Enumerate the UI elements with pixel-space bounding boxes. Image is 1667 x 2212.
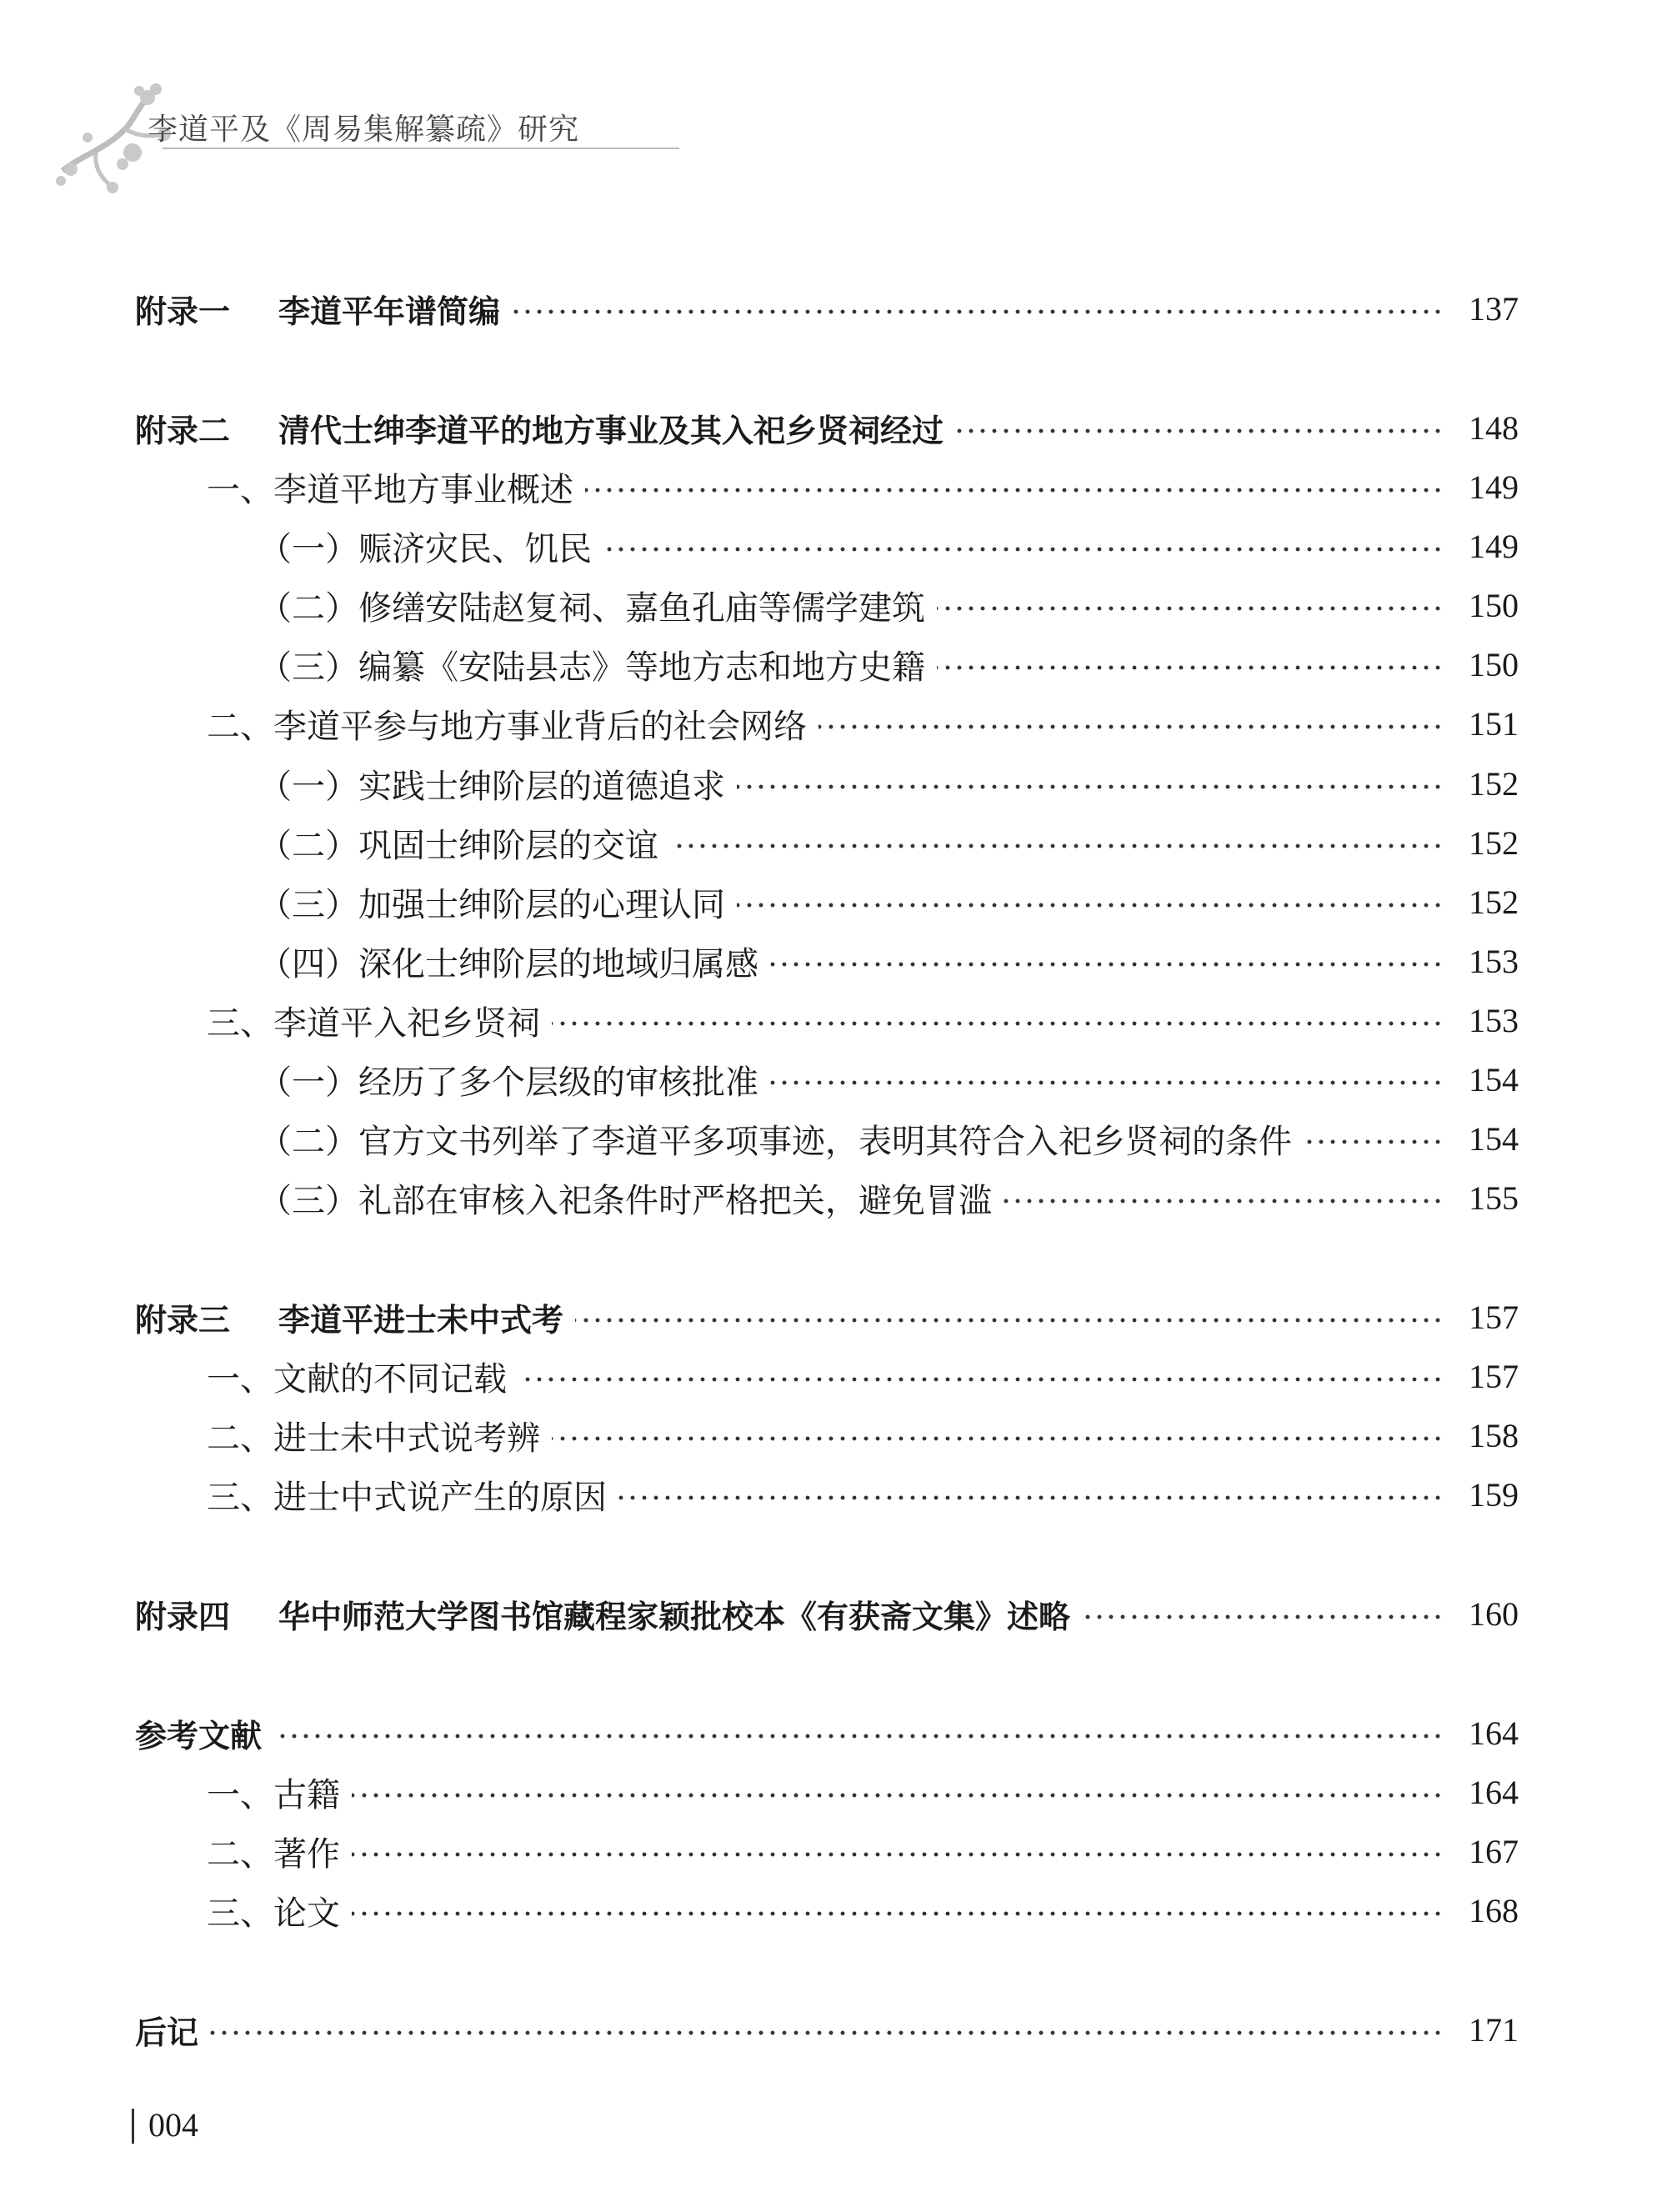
- toc-entry-title: [135, 2007, 210, 2053]
- toc-dot-leader: [770, 962, 1444, 967]
- toc-dot-leader: [1304, 1139, 1444, 1144]
- toc-page-number: 167: [1469, 1832, 1519, 1870]
- toc-entry-title: [258, 1174, 1004, 1222]
- toc-page-number: 168: [1469, 1891, 1519, 1929]
- toc-entry: [135, 283, 1519, 333]
- toc-entry-title: [207, 700, 818, 748]
- running-header: [46, 71, 646, 163]
- toc-dot-leader: [737, 903, 1444, 908]
- toc-entry-title: [135, 405, 955, 451]
- toc-entry-text: 二、李道平参与地方事业背后的社会网络: [207, 707, 807, 746]
- toc-dot-leader: [937, 665, 1444, 670]
- toc-entry: [135, 580, 1519, 630]
- toc-entry-title: [207, 997, 552, 1044]
- toc-dot-leader: [603, 547, 1444, 552]
- toc-appendix-label: 附录三: [135, 1301, 231, 1339]
- toc-page-number: 160: [1469, 1594, 1519, 1633]
- toc-dot-leader: [210, 2030, 1444, 2035]
- toc-entry: [135, 1589, 1519, 1639]
- toc-entry-title: [207, 1769, 352, 1816]
- toc-entry-title: [207, 463, 585, 511]
- toc-page-number: 164: [1469, 1714, 1519, 1752]
- toc-entry-text: 一、古籍: [207, 1775, 340, 1814]
- toc-entry: [135, 403, 1519, 453]
- toc-appendix-label: 附录一: [135, 293, 231, 330]
- toc-entry-text: 三、李道平入祀乡贤祠: [207, 1003, 540, 1043]
- toc-entry-text: （四）深化士绅阶层的地域归属感: [258, 944, 758, 983]
- toc-entry-text: （二）修缮安陆赵复祠、嘉鱼孔庙等儒学建筑: [258, 588, 925, 628]
- toc-entry-text: （二）巩固士绅阶层的交谊: [258, 826, 658, 865]
- toc-page-number: 137: [1469, 289, 1519, 328]
- header-title: 李道平及《周易集解纂疏》研究: [148, 113, 580, 147]
- toc-entry-title: [207, 1471, 618, 1519]
- toc-dot-leader: [352, 1793, 1444, 1798]
- toc-entry-title: [135, 1710, 273, 1756]
- toc-entry: [135, 521, 1519, 571]
- toc-entry: [135, 936, 1519, 986]
- toc-dot-leader: [352, 1911, 1444, 1916]
- toc-entry: [135, 1410, 1519, 1460]
- toc-page-number: 151: [1469, 704, 1519, 743]
- toc-dot-leader: [585, 488, 1444, 493]
- toc-dot-leader: [1004, 1199, 1444, 1204]
- toc-page-number: 157: [1469, 1357, 1519, 1395]
- toc-page-number: 152: [1469, 883, 1519, 921]
- toc-entry-text: 参考文献: [135, 1717, 263, 1754]
- toc-page-number: 159: [1469, 1475, 1519, 1514]
- toc-page-number: 155: [1469, 1179, 1519, 1217]
- toc-entry-text: （一）赈济灾民、饥民: [258, 529, 592, 568]
- toc-dot-leader: [770, 1080, 1444, 1085]
- toc-entry-title: [258, 1056, 770, 1103]
- toc-entry-text: 一、文献的不同记载: [207, 1359, 507, 1399]
- toc-page-number: 153: [1469, 1001, 1519, 1039]
- toc-page-number: 154: [1469, 1119, 1519, 1158]
- toc-page-number: 149: [1469, 527, 1519, 565]
- toc-entry: [135, 995, 1519, 1045]
- toc-entry: [135, 1054, 1519, 1104]
- toc-entry-text: 一、李道平地方事业概述: [207, 470, 573, 509]
- toc-entry-text: 二、进士未中式说考辨: [207, 1419, 540, 1458]
- toc-page-number: 150: [1469, 645, 1519, 683]
- toc-entry-title: [135, 286, 512, 332]
- toc-entry-title: [135, 1591, 1082, 1637]
- toc-entry-title: [258, 1115, 1304, 1163]
- toc-entry-text: 三、论文: [207, 1894, 340, 1933]
- toc-entry-title: [258, 641, 937, 688]
- toc-appendix-label: 附录四: [135, 1598, 231, 1635]
- toc-dot-leader: [512, 309, 1444, 314]
- toc-page-number: 154: [1469, 1060, 1519, 1098]
- toc-entry-text: 李道平进士未中式考: [278, 1301, 564, 1339]
- toc-page-number: 152: [1469, 823, 1519, 862]
- toc-entry: [135, 758, 1519, 808]
- toc-page-number: 148: [1469, 408, 1519, 447]
- toc-entry-title: [207, 1887, 352, 1934]
- toc-entry-title: [258, 878, 737, 926]
- toc-entry: [135, 1826, 1519, 1876]
- toc-entry: [135, 1173, 1519, 1223]
- toc-dot-leader: [818, 724, 1444, 729]
- toc-entry: [135, 462, 1519, 512]
- toc-entry: [135, 1885, 1519, 1935]
- toc-entry-title: [258, 582, 937, 629]
- toc-entry-title: [135, 1294, 575, 1340]
- toc-entry-text: （三）加强士绅阶层的心理认同: [258, 885, 725, 924]
- toc-dot-leader: [937, 606, 1444, 611]
- toc-entry-text: 二、著作: [207, 1834, 340, 1874]
- toc-dot-leader: [618, 1495, 1444, 1500]
- toc-dot-leader: [1082, 1614, 1444, 1619]
- toc-dot-leader: [737, 784, 1444, 789]
- toc-entry-text: （一）经历了多个层级的审核批准: [258, 1063, 758, 1102]
- toc-appendix-label: 附录二: [135, 412, 231, 449]
- toc-dot-leader: [955, 428, 1444, 433]
- toc-entry-title: [207, 1412, 552, 1459]
- toc-page-number: 157: [1469, 1298, 1519, 1336]
- toc-entry-title: [258, 523, 603, 570]
- toc-dot-leader: [273, 1734, 1444, 1739]
- toc-dot-leader: [670, 843, 1444, 848]
- toc-entry-text: 后记: [135, 2014, 199, 2051]
- toc-page-number: 158: [1469, 1416, 1519, 1454]
- toc-page-number: 150: [1469, 586, 1519, 624]
- toc-page-number: 153: [1469, 942, 1519, 980]
- toc-entry-title: [207, 1828, 352, 1875]
- toc-entry-title: [258, 760, 737, 808]
- toc-dot-leader: [552, 1021, 1444, 1026]
- toc-entry-text: （三）礼部在审核入祀条件时严格把关，避免冒滥: [258, 1181, 992, 1220]
- toc-entry-text: （三）编纂《安陆县志》等地方志和地方史籍: [258, 648, 925, 687]
- toc-entry-title: [207, 1353, 518, 1400]
- toc-entry-title: [258, 938, 770, 985]
- toc-entry: [135, 1708, 1519, 1758]
- toc-entry: [135, 2004, 1519, 2054]
- toc-page-number: 171: [1469, 2010, 1519, 2049]
- toc-entry-text: （二）官方文书列举了李道平多项事迹，表明其符合入祀乡贤祠的条件: [258, 1122, 1292, 1161]
- toc-dot-leader: [518, 1377, 1444, 1382]
- page-number: 004: [148, 2106, 198, 2144]
- toc-entry: [135, 639, 1519, 689]
- toc-entry: [135, 1292, 1519, 1342]
- toc-entry: [135, 1469, 1519, 1519]
- folio-divider: [132, 2109, 134, 2144]
- toc-entry: [135, 698, 1519, 748]
- toc-entry: [135, 1114, 1519, 1164]
- toc-entry: [135, 1351, 1519, 1401]
- toc-page-number: 149: [1469, 468, 1519, 506]
- toc-entry-text: 三、进士中式说产生的原因: [207, 1478, 607, 1517]
- toc-page-number: 152: [1469, 764, 1519, 803]
- toc-dot-leader: [552, 1436, 1444, 1441]
- toc-page-number: 164: [1469, 1773, 1519, 1811]
- toc-dot-leader: [575, 1318, 1444, 1323]
- header-rule: [163, 148, 679, 149]
- toc-entry-text: 华中师范大学图书馆藏程家颖批校本《有获斋文集》述略: [278, 1598, 1071, 1635]
- toc-entry: [135, 818, 1519, 868]
- toc-entry-text: 清代士绅李道平的地方事业及其入祀乡贤祠经过: [278, 412, 944, 449]
- toc-dot-leader: [352, 1852, 1444, 1857]
- toc-entry: [135, 877, 1519, 927]
- toc-entry-text: 李道平年谱简编: [278, 293, 501, 330]
- toc-entry: [135, 1767, 1519, 1817]
- toc-entry-text: （一）实践士绅阶层的道德追求: [258, 767, 725, 806]
- toc-entry-title: [258, 819, 670, 867]
